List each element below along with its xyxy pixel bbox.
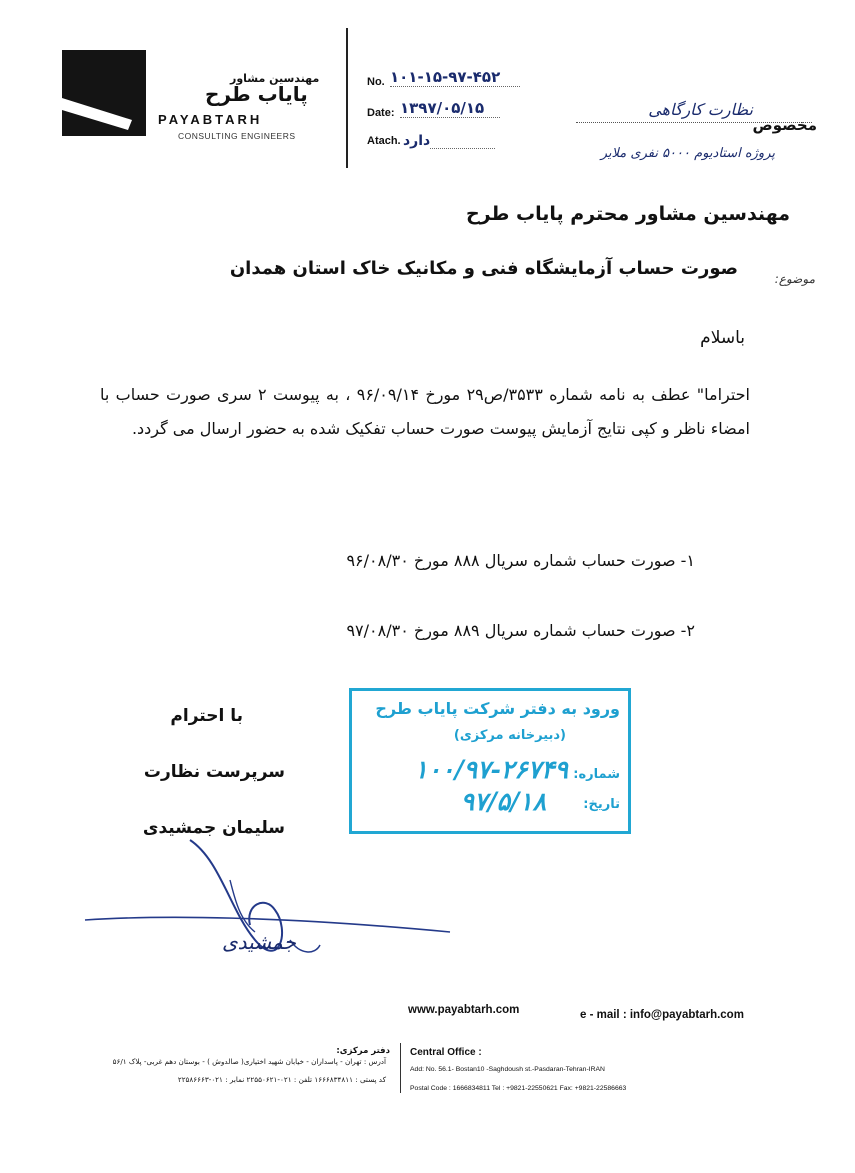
closing: با احترام bbox=[170, 706, 243, 726]
signer-name: سلیمان جمشیدی bbox=[142, 818, 285, 838]
ref-date-label: Date: bbox=[367, 107, 395, 119]
logo-fa-name: پایاب طرح bbox=[205, 82, 308, 106]
header-handwritten: نظارت کارگاهی bbox=[648, 100, 753, 119]
ref-atach-value: دارد bbox=[403, 133, 431, 149]
footer-website: www.payabtarh.com bbox=[408, 1004, 520, 1016]
footer-email: e - mail : info@payabtarh.com bbox=[580, 1009, 744, 1021]
received-stamp bbox=[349, 688, 631, 834]
greeting: باسلام bbox=[700, 328, 745, 348]
logo-en-sub: CONSULTING ENGINEERS bbox=[178, 131, 296, 141]
footer-office-title: Central Office : bbox=[410, 1047, 482, 1058]
addressee: مهندسین مشاور محترم پایاب طرح bbox=[465, 203, 790, 225]
subject: صورت حساب آزمایشگاه فنی و مکانیک خاک استان همدان bbox=[229, 258, 738, 279]
stamp-number: ۱۰۰/۹۷-۲۶۷۴۹ bbox=[414, 755, 568, 784]
stamp-date-label: تاریخ: bbox=[583, 797, 620, 812]
stamp-subtitle: (دبیرخانه مرکزی) bbox=[453, 728, 566, 743]
ref-atach-label: Atach. bbox=[367, 135, 401, 147]
company-logo bbox=[62, 50, 146, 136]
signature-icon bbox=[80, 820, 460, 980]
stamp-date: ۹۷/۵/۱۸ bbox=[460, 787, 546, 816]
footer-fa-address: آدرس : تهران - پاسداران - خیابان شهید اختیاری( صالدوش ) - بوستان دهم غربی- پلاک ۵۶/۱ bbox=[112, 1057, 386, 1066]
stamp-title: ورود به دفتر شرکت پایاب طرح bbox=[375, 699, 620, 718]
ref-date-value: ۱۳۹۷/۰۵/۱۵ bbox=[400, 99, 500, 118]
ref-no-label: No. bbox=[367, 76, 385, 88]
atach-dots bbox=[430, 148, 495, 149]
project-handwritten: پروژه استادیوم ۵۰۰۰ نفری ملایر bbox=[600, 146, 775, 161]
list-item: ۱- صورت حساب شماره سریال ۸۸۸ مورخ ۹۶/۰۸/۳۰ bbox=[346, 551, 695, 570]
signature-text: جمشیدی bbox=[222, 930, 296, 954]
list-item: ۲- صورت حساب شماره سریال ۸۸۹ مورخ ۹۷/۰۸/۳۰ bbox=[346, 621, 695, 640]
footer-fa-contact: کد پستی : ۱۶۶۶۸۳۴۸۱۱ تلفن : ۰۲۱-۲۲۵۵۰۶۲۱ نمابر : ۰۲۱-۲۲۵۸۶۶۶۳ bbox=[177, 1075, 386, 1084]
footer-tel-en: Postal Code : 1666834811 Tel : +9821-22550621 Fax: +9821-22586663 bbox=[410, 1085, 627, 1092]
header-label: مخصوص bbox=[752, 116, 817, 134]
signer-title: سرپرست نظارت bbox=[143, 762, 285, 782]
letter-body: احتراما" عطف به نامه شماره ۳۵۳۳/ص۲۹ مورخ ۹۶/۰۹/۱۴ ، به پیوست ۲ سری صورت حساب با امضاء ناظر و کپی نتایج آزمایش پیوست صورت حساب تفکیک شده به حضور ارسال می گردد. bbox=[100, 385, 751, 438]
ref-no-value: ۱۰۱-۱۵-۹۷-۴۵۲ bbox=[390, 68, 520, 87]
footer-fa-title: دفتر مرکزی: bbox=[336, 1046, 390, 1056]
logo-en-name: PAYABTARH bbox=[158, 112, 263, 127]
logo-mark-icon bbox=[62, 50, 146, 136]
stamp-number-label: شماره: bbox=[573, 767, 620, 782]
footer-address-en: Add: No. 56.1- Bostan10 -Saghdoush st.-Pasdaran-Tehran-IRAN bbox=[410, 1066, 605, 1073]
footer-divider bbox=[400, 1043, 401, 1093]
subject-label: موضوع: bbox=[774, 272, 815, 286]
header-divider bbox=[346, 28, 348, 168]
logo-fa-line1: مهندسین مشاور bbox=[230, 72, 320, 85]
